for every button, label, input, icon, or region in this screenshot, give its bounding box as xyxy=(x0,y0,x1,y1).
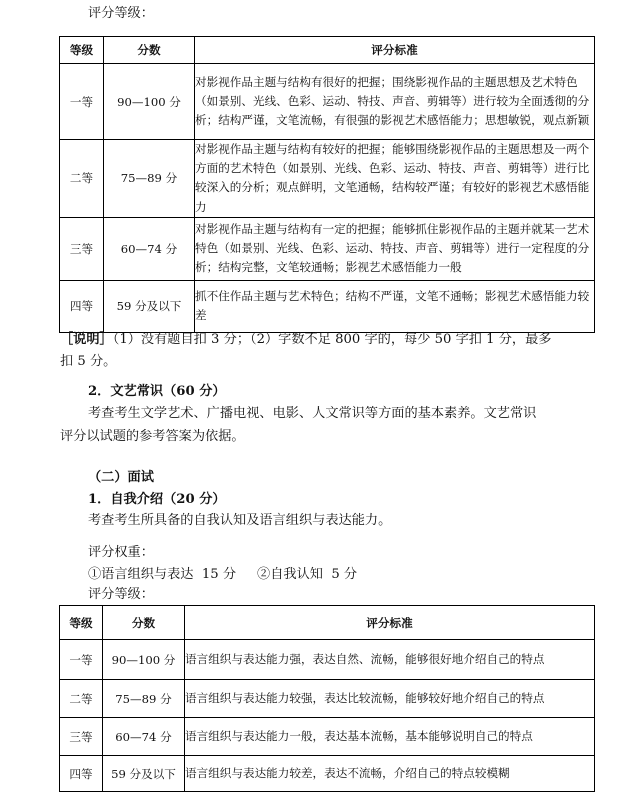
table-row xyxy=(60,756,595,792)
header-level: 等级 xyxy=(60,37,104,64)
row-criteria: 语言组织与表达能力一般，表达基本流畅，基本能够说明自己的特点 xyxy=(185,718,595,756)
paragraph-line: 考查考生所具备的自我认知及语言组织与表达能力。 xyxy=(88,513,392,528)
row-criteria: 对影视作品主题与结构有一定的把握；能够抓住影视作品的主题并就某一艺术特色（如景别、光线、色彩、运动、特技、声音、剪辑等）进行一定程度的分析；结构完整，文笔较通畅；影视艺术感悟能力一般 xyxy=(195,217,595,280)
row-level: 四等 xyxy=(60,280,104,332)
row-score: 60—74 分 xyxy=(103,718,185,756)
table-row xyxy=(60,140,595,218)
table-header-row xyxy=(60,606,595,640)
row-score: 90—100 分 xyxy=(104,64,195,140)
grade-label-1: 评分等级： xyxy=(88,6,154,21)
weight-label: 评分权重： xyxy=(88,545,154,560)
row-level: 二等 xyxy=(60,140,104,218)
note-label: ［说明］ xyxy=(60,332,113,347)
section-heading-literary-knowledge: 2．文艺常识（60 分） xyxy=(88,384,226,399)
table-row xyxy=(60,680,595,718)
row-criteria: 抓不住作品主题与艺术特色；结构不严谨，文笔不通畅；影视艺术感悟能力较差 xyxy=(195,280,595,332)
weight-line: ①语言组织与表达 15 分 ②自我认知 5 分 xyxy=(88,567,358,582)
row-criteria: 对影视作品主题与结构有较好的把握；能够围绕影视作品的主题思想及一两个方面的艺术特色（如景别、光线、色彩、运动、特技、声音、剪辑等）进行比较深入的分析；观点鲜明，文笔通畅，结构较严谨；有较好的影视艺术感悟能力 xyxy=(195,140,595,218)
table-row xyxy=(60,718,595,756)
paragraph-line: 评分以试题的参考答案为依据。 xyxy=(60,429,245,444)
row-level: 二等 xyxy=(60,680,103,718)
row-level: 三等 xyxy=(60,718,103,756)
header-criteria: 评分标准 xyxy=(185,606,595,640)
paragraph-line: 考查考生文学艺术、广播电视、电影、人文常识等方面的基本素养。文艺常识 xyxy=(88,406,537,421)
row-score: 75—89 分 xyxy=(103,680,185,718)
row-criteria: 语言组织与表达能力较强，表达比较流畅，能够较好地介绍自己的特点 xyxy=(185,680,595,718)
table-row xyxy=(60,640,595,680)
row-criteria: 语言组织与表达能力较差，表达不流畅，介绍自己的特点较模糊 xyxy=(185,756,595,792)
note-line-2: 扣 5 分。 xyxy=(60,354,117,369)
note-line-1 xyxy=(60,331,551,348)
header-criteria: 评分标准 xyxy=(195,37,595,64)
row-level: 三等 xyxy=(60,217,104,280)
table-header-row xyxy=(60,37,595,64)
scoring-table-essay xyxy=(59,36,595,333)
row-criteria: 对影视作品主题与结构有很好的把握；围绕影视作品的主题思想及艺术特色（如景别、光线、色彩、运动、特技、声音、剪辑等）进行较为全面透彻的分析；结构严谨，文笔流畅，有很强的影视艺术感悟能力；思想敏锐，观点新颖 xyxy=(195,64,595,140)
note-text-1: （1）没有题目扣 3 分；（2）字数不足 800 字的，每少 50 字扣 1 分，最多 xyxy=(112,332,552,347)
row-level: 一等 xyxy=(60,64,104,140)
sub-heading-self-intro: 1．自我介绍（20 分） xyxy=(88,492,226,507)
row-score: 59 分及以下 xyxy=(103,756,185,792)
section-heading-interview: （二）面试 xyxy=(88,470,154,485)
table-row xyxy=(60,64,595,140)
row-score: 75—89 分 xyxy=(104,140,195,218)
row-score: 59 分及以下 xyxy=(104,280,195,332)
grade-label-2: 评分等级： xyxy=(88,587,154,602)
row-level: 一等 xyxy=(60,640,103,680)
header-score: 分数 xyxy=(103,606,185,640)
table-row xyxy=(60,217,595,280)
row-score: 60—74 分 xyxy=(104,217,195,280)
scoring-table-self-intro xyxy=(59,605,595,792)
header-score: 分数 xyxy=(104,37,195,64)
table-row xyxy=(60,280,595,332)
row-score: 90—100 分 xyxy=(103,640,185,680)
row-criteria: 语言组织与表达能力强，表达自然、流畅，能够很好地介绍自己的特点 xyxy=(185,640,595,680)
row-level: 四等 xyxy=(60,756,103,792)
header-level: 等级 xyxy=(60,606,103,640)
